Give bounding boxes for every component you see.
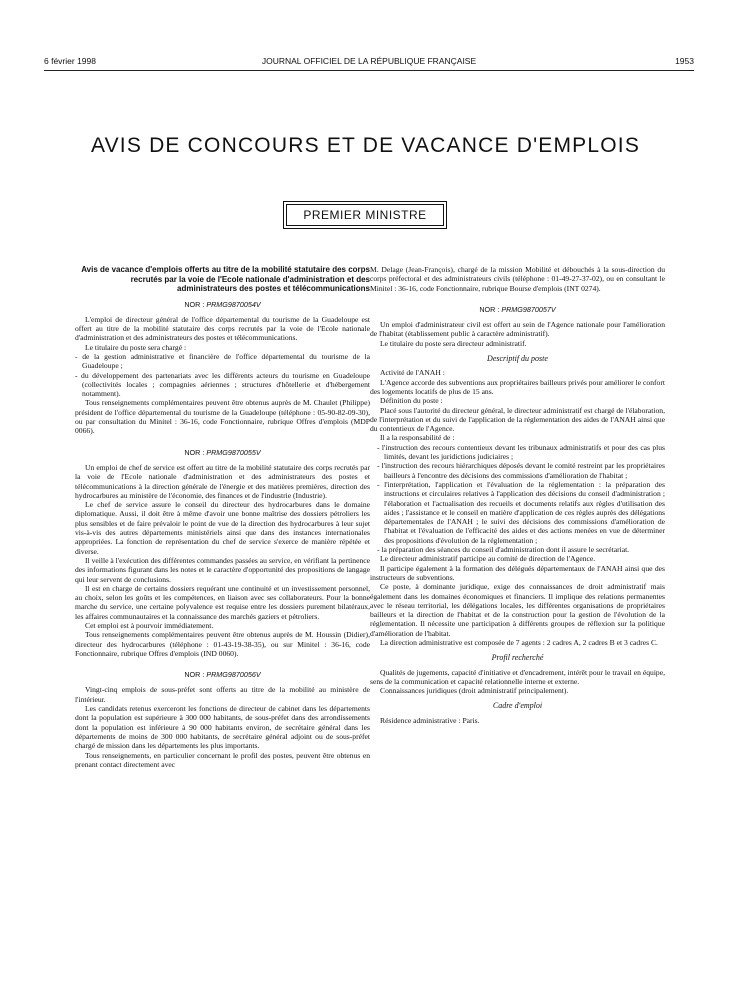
nor-reference: [75, 670, 370, 679]
nor-code: PRMG9870054V: [206, 299, 261, 309]
paragraph: Définition du poste :: [380, 396, 443, 406]
header-date: 6 février 1998: [44, 56, 96, 66]
paragraph: Il est en charge de certains dossiers requérant une continuité et un investissement personnel, au choix, selon les goûts et les compétences, en liaison avec ses collaborateurs. Pour la bonne marche du service, une certaine polyvalence est requise entre les dossiers purement bilatéraux, les affaires communautaires et la connaissance des marchés gaziers et pétroliers.: [75, 583, 370, 621]
paragraph: Cet emploi est à pourvoir immédiatement.: [85, 621, 214, 630]
paragraph: Tous renseignements complémentaires peuvent être obtenus auprès de M. Houssin (Didier), directeur des hydrocarbures (téléphone : 01-43-19-38-35), ou sur Minitel : 36-16, code Fonctionnaire, rubrique Offres d'emplois (IND 0060).: [75, 630, 370, 658]
paragraph: Tous renseignements, en particulier concernant le profil des postes, peuvent être obtenus en prenant contact directement avec: [75, 750, 370, 769]
nor-code: PRMG9870056V: [206, 670, 261, 680]
paragraph: Le directeur administratif participe au comité de direction de l'Agence.: [380, 554, 596, 564]
nor-code: PRMG9870055V: [206, 447, 261, 457]
subheading: Profil recherché: [491, 653, 544, 663]
nor-reference: [75, 300, 370, 309]
paragraph: Il participe également à la formation des délégués départementaux de l'ANAH ainsi que des instructeurs de subventions.: [370, 563, 665, 582]
nor-reference: [75, 448, 370, 457]
paragraph: Le titulaire du poste sera chargé :: [85, 342, 187, 352]
list-item: - l'interprétation, l'application et l'évaluation de la réglementation : la préparation des instructions et circulaires relatives à l'application des décisions du conseil d'administration ; l'élaboration et l'actualisation des recueils et documents relatifs aux règles d'utilisation des aides ; l'assistance et le conseil en matière d'application de ces règles auprès des délégations départementales de l'ANAH ; le suivi des décisions des commissions d'amélioration de l'habitat et l'évaluation de l'efficacité des aides et des actions menées en vue de déterminer des propositions d'évolution de la réglementation ;: [377, 479, 665, 545]
nor-prefix: NOR :: [479, 304, 500, 314]
header-page-number: 1953: [675, 56, 694, 66]
header-rule: [44, 70, 694, 71]
nor-prefix: NOR :: [184, 670, 205, 680]
paragraph: Un emploi de chef de service est offert au titre de la mobilité statutaire des corps recrutés par la voie de l'Ecole nationale d'administration et des administrateurs des postes et télécommunications à la direction générale de l'énergie et des matières premières, direction des hydrocarbures au ministère de l'économie, des finances et de l'industrie (Industrie).: [75, 462, 370, 500]
paragraph: Connaissances juridiques (droit administratif principalement).: [380, 686, 569, 696]
paragraph: Le titulaire du poste sera directeur administratif.: [380, 338, 527, 348]
paragraph: Il a la responsabilité de :: [380, 433, 455, 443]
header-journal-title: JOURNAL OFFICIEL DE LA RÉPUBLIQUE FRANÇAISE: [261, 56, 477, 66]
page-header: [44, 56, 694, 70]
paragraph: Tous renseignements complémentaires peuvent être obtenus auprès de M. Chaulet (Philippe) président de l'office départemental du tourisme de la Guadeloupe (téléphone : 05-90-82-09-30), ou par consultation du Minitel : 36-16, code Fonctionnaire, rubrique Offres d'emplois (MDP 0066).: [75, 398, 370, 436]
paragraph: Il veille à l'exécution des différentes commandes passées au service, en vérifiant la pertinence des informations figurant dans les notes et le caractère d'opportunité des propositions de langage qui leur servent de conclusions.: [75, 555, 370, 584]
paragraph: Les candidats retenus exerceront les fonctions de directeur de cabinet dans les départements dont la population est supérieure à 300 000 habitants, de sous-préfet dans des arrondissements dont la population est inférieure à 90 000 habitants environ, de secrétaire général dans les départements de moins de 300 000 habitants, de secrétaire général adjoint ou de sous-préfet chargé de mission dans les départements les plus importants.: [75, 704, 370, 751]
paragraph: Vingt-cinq emplois de sous-préfet sont offerts au titre de la mobilité au ministère de l'intérieur.: [75, 685, 370, 704]
nor-reference: [370, 305, 665, 314]
paragraph: Un emploi d'administrateur civil est offert au sein de l'Agence nationale pour l'amélioration de l'habitat (établissement public à caractère administratif).: [370, 320, 665, 339]
subheading: Cadre d'emploi: [492, 701, 543, 711]
left-column: [75, 265, 370, 769]
nor-prefix: NOR :: [184, 299, 205, 309]
paragraph: L'Agence accorde des subventions aux propriétaires bailleurs privés pour améliorer le confort des logements locatifs de plus de 15 ans.: [370, 377, 665, 396]
paragraph: Le chef de service assure le conseil du directeur des hydrocarbures dans le domaine diplomatique. Aussi, il doit être à même d'avoir une bonne maîtrise des dossiers pétroliers les plus sensibles et de faire prévaloir le point de vue de la direction des hydrocarbures à leur sujet vis-à-vis des autres départements ministériels ainsi que dans des instances internationales appropriées. La fonction de représentation du chef de service s'exerce de manière répétée et diverse.: [75, 500, 370, 556]
paragraph: Qualités de jugements, capacité d'initiative et d'encadrement, intérêt pour le travail en équipe, sens de la communication et capacité relationnelle interne et externe.: [370, 667, 665, 686]
list-item: - l'instruction des recours contentieux devant les tribunaux administratifs et pour des cas plus limités, devant les juridictions judiciaires ;: [377, 442, 665, 462]
section-heading: PREMIER MINISTRE: [286, 204, 444, 226]
nor-code: PRMG9870057V: [501, 304, 556, 314]
list-item: - la préparation des séances du conseil d'administration dont il assure le secrétariat.: [377, 545, 630, 555]
nor-prefix: NOR :: [184, 447, 205, 457]
article-title: Avis de vacance d'emplois offerts au titre de la mobilité statutaire des corps recrutés par la voie de l'Ecole nationale d'administration et des administrateurs des postes et télécommunications: [81, 265, 370, 293]
list-item: - du développement des partenariats avec les différents acteurs du tourisme en Guadeloupe (collectivités locales ; compagnies aériennes ; structures d'hôtellerie et d'hébergement notamment).: [75, 370, 370, 399]
subheading: Descriptif du poste: [487, 354, 548, 364]
paragraph: Résidence administrative : Paris.: [380, 715, 480, 725]
paragraph: Activité de l'ANAH :: [380, 368, 445, 378]
paragraph: Ce poste, à dominante juridique, exige des connaissances de droit administratif mais également dans les domaines économiques et financiers. Il implique des relations permanentes avec le réseau territorial, les délégations locales, les différentes organisations de propriétaires bailleurs et la direction de l'habitat et de la construction pour la gestion de l'évolution de la réglementation. Il nécessite une participation à différents groupes de réflexion sur la politique d'amélioration de l'habitat.: [370, 582, 665, 638]
list-item: - de la gestion administrative et financière de l'office départemental du tourisme de la Guadeloupe ;: [75, 351, 370, 371]
paragraph: La direction administrative est composée de 7 agents : 2 cadres A, 2 cadres B et 3 cadres C.: [380, 637, 658, 647]
right-column: [370, 265, 665, 725]
list-item: - l'instruction des recours hiérarchiques déposés devant le comité restreint par les propriétaires bailleurs à l'encontre des décisions des commissions d'amélioration de l'habitat ;: [377, 461, 665, 480]
paragraph: L'emploi de directeur général de l'office départemental du tourisme de la Guadeloupe est offert au titre de la mobilité statutaire des corps recrutés par la voie de l'Ecole nationale d'administration et des administrateurs des postes et télécommunications.: [75, 314, 370, 343]
paragraph: Placé sous l'autorité du directeur général, le directeur administratif est chargé de l'élaboration, de l'interprétation et du suivi de l'application de la réglementation des aides de l'ANAH ainsi que du contentieux de l'Agence.: [370, 405, 665, 434]
paragraph: M. Delage (Jean-François), chargé de la mission Mobilité et débouchés à la sous-direction du corps préfectoral et des administrateurs civils (téléphone : 01-49-27-37-02), ou en consultant le Minitel : 36-16, code Fonctionnaire, rubrique Bourse d'emplois (INT 0274).: [370, 265, 665, 293]
page-title: AVIS DE CONCOURS ET DE VACANCE D'EMPLOIS: [90, 134, 641, 157]
